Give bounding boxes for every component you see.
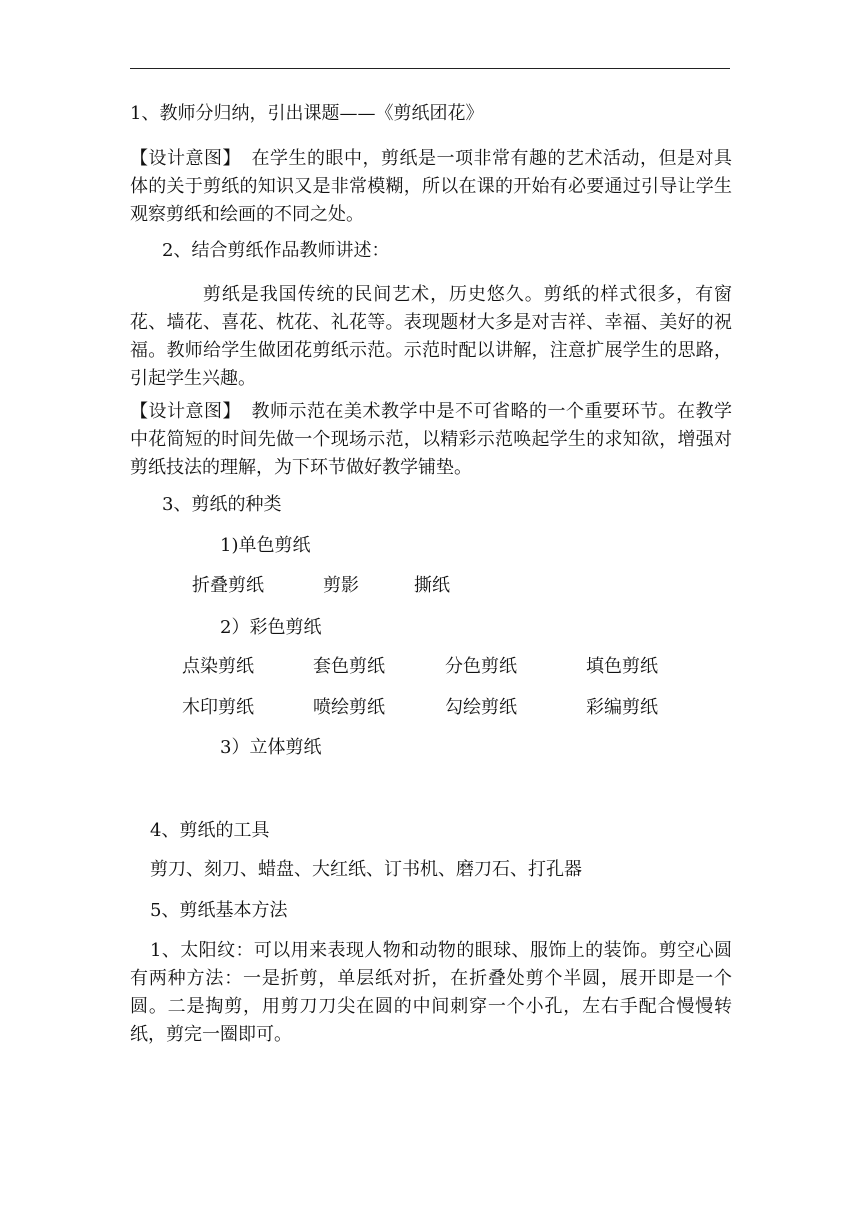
section-5-heading: 5、剪纸基本方法 [150, 900, 288, 921]
design-note-2-label: 【设计意图】 [130, 401, 241, 422]
single-color-item: 剪影 [323, 575, 359, 596]
tools-list: 剪刀、刻刀、蜡盘、大红纸、订书机、磨刀石、打孔器 [150, 859, 582, 880]
header-rule [130, 68, 730, 69]
section-5-body-text: 1、太阳纹：可以用来表现人物和动物的眼球、服饰上的装饰。剪空心圆有两种方法：一是折剪，单层纸对折，在折叠处剪个半圆，展开即是一个圆。二是掏剪，用剪刀刀尖在圆的中间刺穿一个小孔，左右手配合慢慢转纸，剪完一圈即可。 [130, 940, 732, 1045]
section-3-heading: 3、剪纸的种类 [162, 494, 282, 515]
design-note-2-text: 教师示范在美术教学中是不可省略的一个重要环节。在教学中花简短的时间先做一个现场示范，以精彩示范唤起学生的求知欲，增强对剪纸技法的理解，为下环节做好教学铺垫。 [130, 401, 732, 478]
section-2-body [130, 281, 732, 393]
section-2-body-text: 剪纸是我国传统的民间艺术，历史悠久。剪纸的样式很多，有窗花、墙花、喜花、枕花、礼花等。表现题材大多是对吉祥、幸福、美好的祝福。教师给学生做团花剪纸示范。示范时配以讲解，注意扩展学生的思路，引起学生兴趣。 [130, 284, 732, 389]
multi-color-item: 勾绘剪纸 [445, 697, 517, 718]
single-color-item: 折叠剪纸 [192, 575, 264, 596]
multi-color-item: 点染剪纸 [182, 656, 254, 677]
multi-color-title: 2）彩色剪纸 [220, 617, 322, 638]
section-5-body [130, 937, 732, 1049]
multi-color-item: 填色剪纸 [586, 656, 658, 677]
design-note-1-label: 【设计意图】 [130, 148, 241, 169]
section-4-heading: 4、剪纸的工具 [150, 820, 270, 841]
section-2-heading: 2、结合剪纸作品教师讲述： [162, 240, 390, 261]
section-1-heading: 1、教师分归纳，引出课题——《剪纸团花》 [130, 103, 484, 124]
three-d-title: 3）立体剪纸 [220, 737, 322, 758]
multi-color-item: 木印剪纸 [182, 697, 254, 718]
design-note-1 [130, 145, 732, 229]
design-note-1-text: 在学生的眼中，剪纸是一项非常有趣的艺术活动，但是对具体的关于剪纸的知识又是非常模糊，所以在课的开始有必要通过引导让学生观察剪纸和绘画的不同之处。 [130, 148, 732, 225]
design-note-2 [130, 398, 732, 482]
single-color-title: 1)单色剪纸 [220, 535, 311, 556]
multi-color-item: 套色剪纸 [313, 656, 385, 677]
multi-color-item: 喷绘剪纸 [313, 697, 385, 718]
multi-color-item: 分色剪纸 [445, 656, 517, 677]
multi-color-item: 彩编剪纸 [586, 697, 658, 718]
single-color-item: 撕纸 [414, 575, 450, 596]
